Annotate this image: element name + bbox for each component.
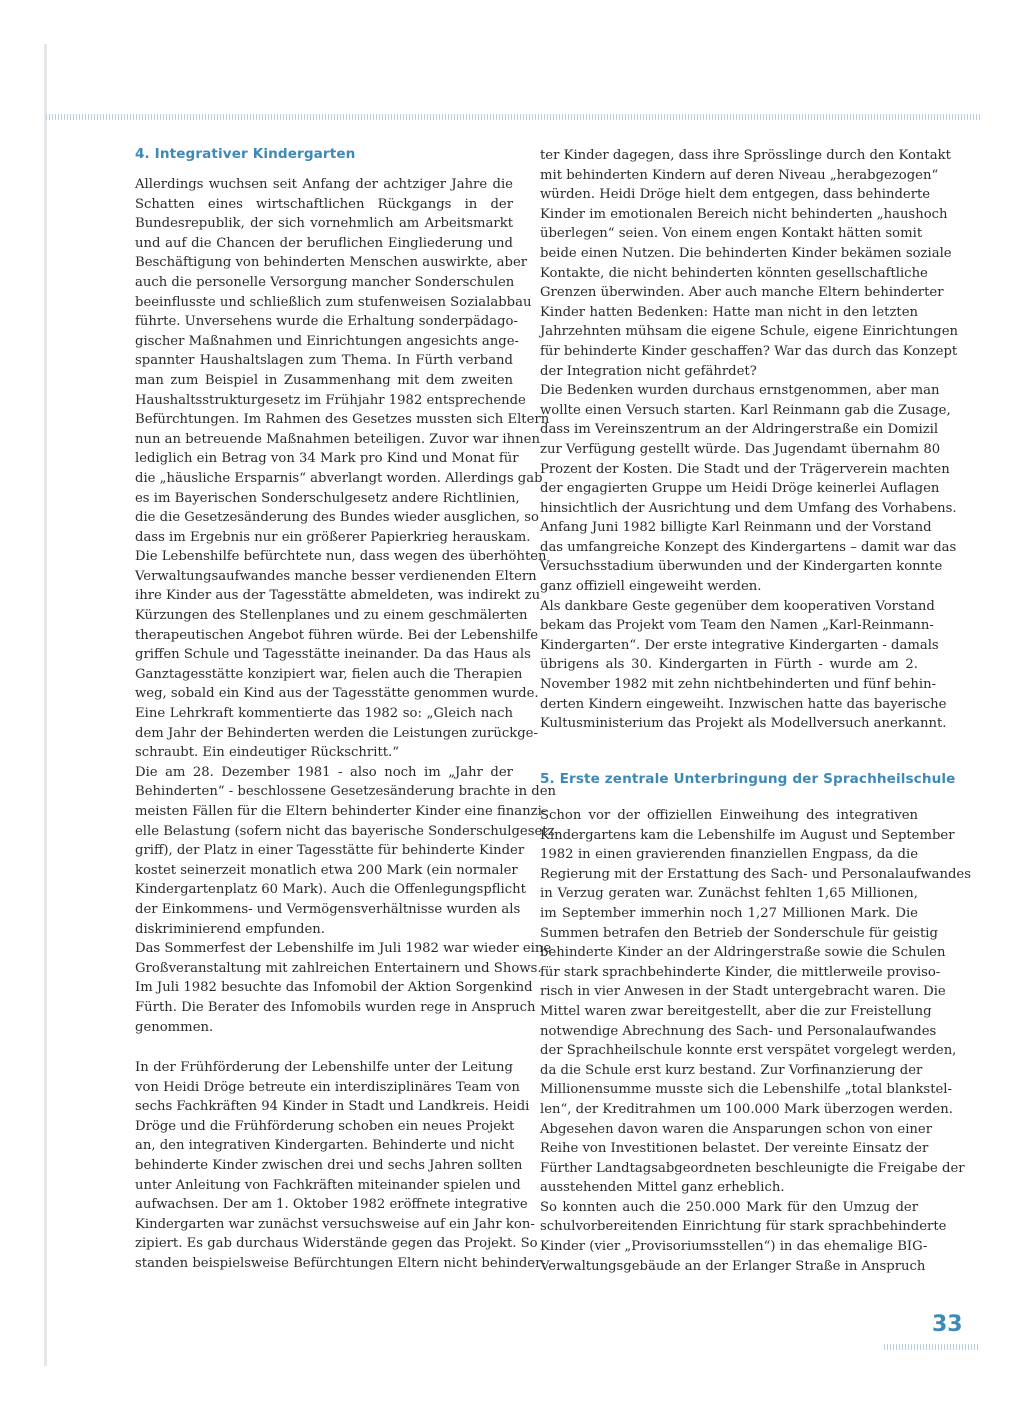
text-line: auch die personelle Versorgung mancher Sonderschulen	[135, 274, 515, 290]
text-line: standen beispielsweise Befürchtungen Eltern nicht behinder-	[135, 1255, 546, 1271]
text-line: zipiert. Es gab durchaus Widerstände gegen das Projekt. So	[135, 1236, 538, 1252]
text-line: 1982 in einen gravierenden finanziellen Engpass, da die	[540, 847, 918, 863]
text-line: Kinder hatten Bedenken: Hatte man nicht in den letzten	[540, 304, 918, 320]
text-line: beeinflusste und schließlich zum stufenweisen Sozialabbau	[135, 294, 532, 310]
text-line: Jahrzehnten mühsam die eigene Schule, eigene Einrichtungen	[540, 324, 959, 340]
text-line: mit behinderten Kindern auf deren Niveau „herabgezogen“	[540, 167, 939, 183]
text-line: Das Sommerfest der Lebenshilfe im Juli 1982 war wieder eine	[135, 941, 552, 957]
text-line: Verwaltungsgebäude an der Erlanger Straße in Anspruch	[540, 1258, 926, 1274]
text-line: diskriminierend empfunden.	[135, 921, 325, 937]
text-line: Fürth. Die Berater des Infomobils wurden rege in Anspruch	[135, 999, 536, 1015]
text-line: hinsichtlich der Ausrichtung und dem Umfang des Vorhabens.	[540, 500, 957, 516]
text-line: elle Belastung (sofern nicht das bayerische Sonderschulgesetz	[135, 823, 555, 839]
section-5-heading: 5. Erste zentrale Unterbringung der Sprachheilschule	[540, 771, 956, 787]
text-line: Im Juli 1982 besuchte das Infomobil der Aktion Sorgenkind	[135, 980, 533, 996]
text-line: behinderte Kinder an der Aldringerstraße sowie die Schulen	[540, 945, 946, 961]
text-line: Prozent der Kosten. Die Stadt und der Trägerverein machten	[540, 461, 950, 477]
text-line: Haushaltsstrukturgesetz im Frühjahr 1982 entsprechende	[135, 392, 526, 408]
text-line: führte. Unversehens wurde die Erhaltung sonderpädago-	[135, 314, 518, 330]
text-line: die die Gesetzesänderung des Bundes wieder ausglichen, so	[135, 510, 539, 526]
header-dotted-rule	[46, 114, 980, 120]
text-line: weg, sobald ein Kind aus der Tagesstätte genommen wurde.	[135, 686, 539, 702]
text-line: derten Kindern eingeweiht. Inzwischen hatte das bayerische	[540, 696, 947, 712]
text-line: bekam das Projekt vom Team den Namen „Karl-Reinmann-	[540, 618, 934, 634]
text-line: In der Frühförderung der Lebenshilfe unter der Leitung	[135, 1060, 513, 1075]
text-line: nun an betreuende Maßnahmen beteiligen. Zuvor war ihnen	[135, 431, 540, 447]
text-line: Reihe von Investitionen belastet. Der vereinte Einsatz der	[540, 1141, 929, 1157]
text-line: Bundesrepublik, der sich vornehmlich am Arbeitsmarkt	[135, 216, 513, 232]
text-line: der Einkommens- und Vermögensverhältnisse wurden als	[135, 901, 521, 917]
text-line: für stark sprachbehinderte Kinder, die mittlerweile proviso-	[540, 964, 941, 980]
text-line: Befürchtungen. Im Rahmen des Gesetzes mussten sich Eltern	[135, 412, 550, 428]
footer-dotted-rule	[884, 1344, 980, 1350]
text-line: das umfangreiche Konzept des Kindergartens – damit war das	[540, 539, 957, 555]
text-line: Schatten eines wirtschaftlichen Rückgangs in der	[135, 196, 513, 212]
text-line: Regierung mit der Erstattung des Sach- und Personalaufwandes	[540, 866, 971, 882]
text-line: ganz offiziell eingeweiht werden.	[540, 579, 762, 595]
text-line: unter Anleitung von Fachkräften miteinander spielen und	[135, 1177, 521, 1193]
text-line: risch in vier Anwesen in der Stadt untergebracht waren. Die	[540, 984, 946, 1000]
text-line: kostet seinerzeit monatlich etwa 200 Mark (ein normaler	[135, 862, 518, 878]
text-line: Mittel waren zwar bereitgestellt, aber die zur Freistellung	[540, 1003, 932, 1019]
left-column-text-block-2	[135, 1058, 546, 1274]
text-line: Die Bedenken wurden durchaus ernstgenommen, aber man	[540, 383, 940, 399]
text-line: man zum Beispiel in Zusammenhang mit dem zweiten	[135, 372, 513, 388]
text-line: würden. Heidi Dröge hielt dem entgegen, dass behinderte	[540, 187, 931, 203]
text-line: Als dankbare Geste gegenüber dem kooperativen Vorstand	[540, 598, 935, 614]
text-line: So konnten auch die 250.000 Mark für den Umzug der	[540, 1199, 918, 1215]
text-line: Kindergartens kam die Lebenshilfe im August und September	[540, 827, 955, 843]
text-line: meisten Fällen für die Eltern behinderter Kinder eine finanzi-	[135, 804, 547, 819]
text-line: ihre Kinder aus der Tagesstätte abmeldeten, was indirekt zu	[135, 588, 541, 604]
text-line: spannter Haushaltslagen zum Thema. In Fürth verband	[135, 353, 513, 369]
text-line: gischer Maßnahmen und Einrichtungen angesichts ange-	[135, 333, 519, 349]
text-line: griffen Schule und Tagesstätte ineinander. Da das Haus als	[135, 647, 531, 663]
text-line: Verwaltungsaufwandes manche besser verdienenden Eltern	[135, 568, 537, 584]
text-line: notwendige Abrechnung des Sach- und Personalaufwandes	[540, 1023, 937, 1039]
text-line: Kultusministerium das Projekt als Modellversuch anerkannt.	[540, 716, 947, 732]
text-line: und auf die Chancen der beruflichen Eingliederung und	[135, 235, 513, 251]
text-line: Behinderten“ - beschlossene Gesetzesänderung brachte in den	[135, 784, 556, 800]
text-line: dem Jahr der Behinderten werden die Leistungen zurückge-	[135, 725, 538, 741]
text-line: von Heidi Dröge betreute ein interdisziplinäres Team von	[135, 1079, 520, 1095]
text-line: Kinder (vier „Provisoriumsstellen“) in das ehemalige BIG-	[540, 1239, 928, 1255]
text-line: Anfang Juni 1982 billigte Karl Reinmann und der Vorstand	[540, 520, 932, 536]
text-line: die „häusliche Ersparnis“ abverlangt worden. Allerdings gab	[135, 470, 543, 486]
text-line: der Integration nicht gefährdet?	[540, 363, 757, 379]
text-line: Grenzen überwinden. Aber auch manche Eltern behinderter	[540, 285, 944, 301]
page-number: 33	[932, 1312, 963, 1337]
text-line: Dröge und die Frühförderung schoben ein neues Projekt	[135, 1118, 515, 1134]
text-line: aufwachsen. Der am 1. Oktober 1982 eröffnete integrative	[135, 1197, 528, 1213]
text-line: Die am 28. Dezember 1981 - also noch im „Jahr der	[135, 764, 513, 780]
text-line: Summen betrafen den Betrieb der Sonderschule für geistig	[540, 925, 938, 941]
text-line: ausstehenden Mittel ganz erheblich.	[540, 1180, 785, 1196]
right-column-text	[540, 146, 959, 734]
text-line: dass im Vereinszentrum an der Aldringerstraße ein Domizil	[540, 422, 939, 438]
text-line: Allerdings wuchsen seit Anfang der achtziger Jahre die	[135, 177, 513, 192]
text-line: es im Bayerischen Sonderschulgesetz andere Richtlinien,	[135, 490, 520, 506]
left-column-text	[135, 175, 556, 1037]
text-line: Die Lebenshilfe befürchtete nun, dass wegen des überhöhten	[135, 549, 547, 565]
text-line: Kontakte, die nicht behinderten könnten gesellschaftliche	[540, 265, 928, 281]
text-line: Fürther Landtagsabgeordneten beschleunigte die Freigabe der	[540, 1160, 965, 1176]
text-line: da die Schule erst kurz bestand. Zur Vorfinanzierung der	[540, 1062, 923, 1078]
text-line: dass im Ergebnis nur ein größerer Papierkrieg herauskam.	[135, 529, 531, 545]
text-line: Kindergarten war zunächst versuchsweise auf ein Jahr kon-	[135, 1216, 535, 1232]
text-line: Versuchsstadium überwunden und der Kindergarten konnte	[540, 559, 943, 575]
text-line: überlegen“ seien. Von einem engen Kontakt hätten somit	[540, 226, 923, 242]
text-line: Eine Lehrkraft kommentierte das 1982 so: „Gleich nach	[135, 706, 513, 722]
text-line: übrigens als 30. Kindergarten in Fürth - wurde am 2.	[540, 657, 918, 673]
text-line: Beschäftigung von behinderten Menschen auswirkte, aber	[135, 255, 528, 271]
text-line: in Verzug geraten war. Zunächst fehlten 1,65 Millionen,	[540, 886, 918, 902]
text-line: Kürzungen des Stellenplanes und zu einem geschmälerten	[135, 608, 528, 624]
text-line: len“, der Kreditrahmen um 100.000 Mark überzogen werden.	[540, 1101, 953, 1117]
text-line: Ganztagesstätte konzipiert war, fielen auch die Therapien	[135, 666, 523, 682]
text-line: schraubt. Ein eindeutiger Rückschritt.“	[135, 745, 399, 761]
text-line: beide einen Nutzen. Die behinderten Kinder bekämen soziale	[540, 245, 952, 261]
text-line: lediglich ein Betrag von 34 Mark pro Kind und Monat für	[135, 451, 519, 467]
text-line: Kindergarten“. Der erste integrative Kindergarten - damals	[540, 637, 939, 653]
text-line: Abgesehen davon waren die Ansparungen schon von einer	[540, 1121, 933, 1137]
text-line: der engagierten Gruppe um Heidi Dröge keinerlei Auflagen	[540, 481, 940, 497]
text-line: behinderte Kinder zwischen drei und sechs Jahren sollten	[135, 1157, 523, 1173]
text-line: schulvorbereitenden Einrichtung für stark sprachbehinderte	[540, 1219, 947, 1235]
page-margin-rule	[44, 44, 47, 1366]
text-line: ter Kinder dagegen, dass ihre Sprösslinge durch den Kontakt	[540, 148, 951, 163]
text-line: Schon vor der offiziellen Einweihung des integrativen	[540, 808, 918, 823]
text-line: griff), der Platz in einer Tagesstätte für behinderte Kinder	[135, 843, 525, 859]
text-line: wollte einen Versuch starten. Karl Reinmann gab die Zusage,	[540, 402, 951, 418]
text-line: zur Verfügung gestellt würde. Das Jugendamt übernahm 80	[540, 441, 941, 457]
text-line: im September immerhin noch 1,27 Millionen Mark. Die	[540, 905, 918, 921]
text-line: der Sprachheilschule konnte erst verspätet vorgelegt werden,	[540, 1043, 957, 1059]
right-column-text-block-2	[540, 806, 971, 1276]
text-line: Kinder im emotionalen Bereich nicht behinderten „haushoch	[540, 206, 948, 222]
text-line: Millionensumme musste sich die Lebenshilfe „total blankstel-	[540, 1082, 952, 1098]
text-line: Großveranstaltung mit zahlreichen Entertainern und Shows.	[135, 960, 542, 976]
text-line: November 1982 mit zehn nichtbehinderten und fünf behin-	[540, 677, 937, 693]
section-4-heading: 4. Integrativer Kindergarten	[135, 146, 356, 162]
text-line: Kindergartenplatz 60 Mark). Auch die Offenlegungspflicht	[135, 882, 526, 898]
text-line: für behinderte Kinder geschaffen? War das durch das Konzept	[540, 343, 958, 359]
text-line: genommen.	[135, 1019, 214, 1035]
text-line: an, den integrativen Kindergarten. Behinderte und nicht	[135, 1138, 515, 1154]
text-line: therapeutischen Angebot führen würde. Bei der Lebenshilfe	[135, 627, 538, 643]
text-line: sechs Fachkräften 94 Kinder in Stadt und Landkreis. Heidi	[135, 1099, 530, 1115]
